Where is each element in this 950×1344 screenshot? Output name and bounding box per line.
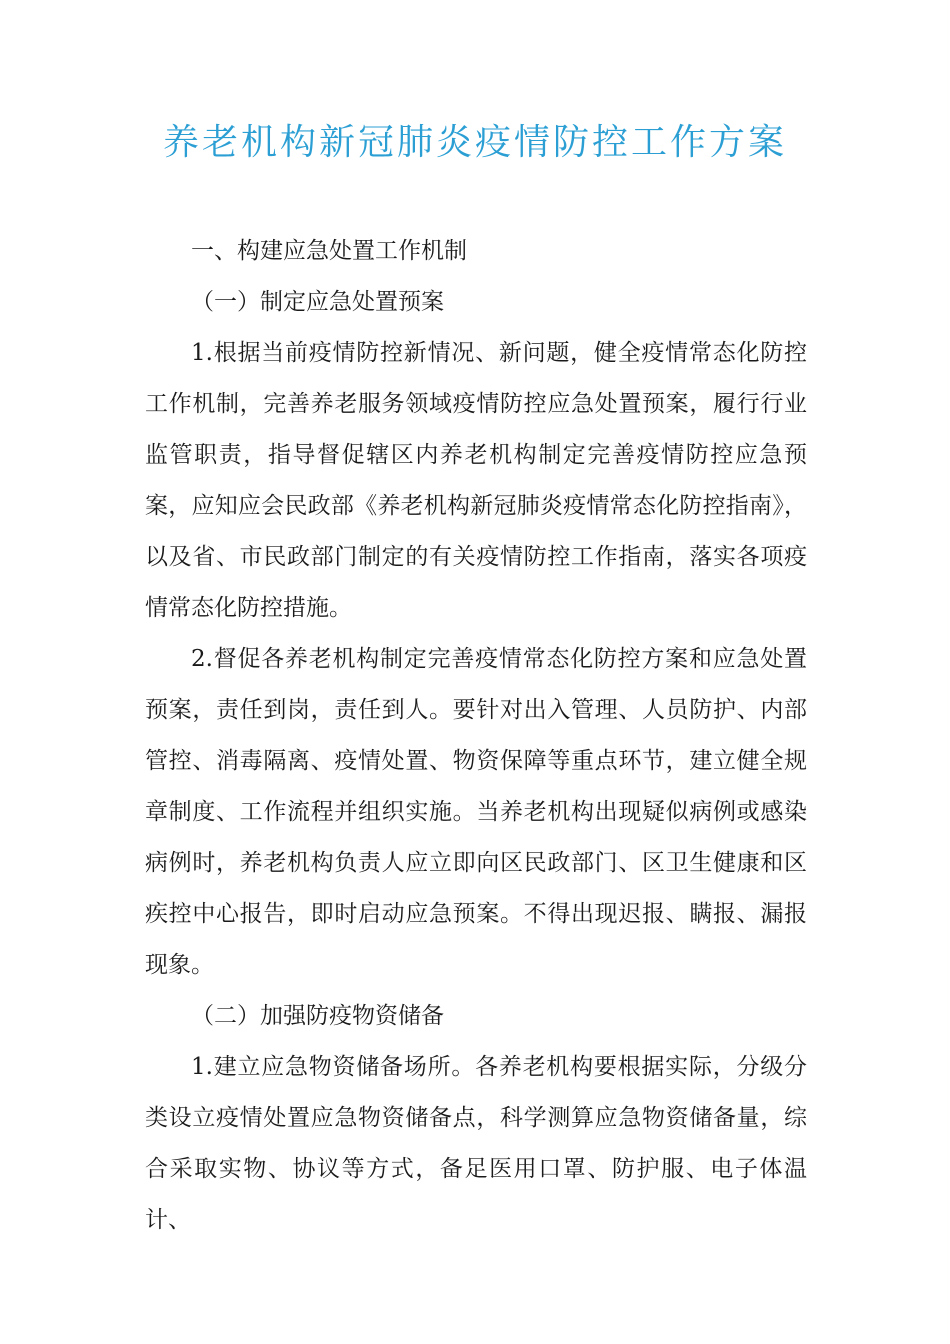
subsection-heading: （二）加强防疫物资储备 — [191, 1003, 444, 1029]
paragraph: 2.督促各养老机构制定完善疫情常态化防控方案和应急处置预案，责任到岗，责任到人。要针对出入管理、人员防护、内部管控、消毒隔离、疫情处置、物资保障等重点环节，建立健全规章制度、工作流程并组织实施。当养老机构出现疑似病例或感染病例时，养老机构负责人应立即向区民政部门、区卫生健康和区疾控中心报告，即时启动应急预案。不得出现迟报、瞒报、漏报现象。 — [145, 646, 807, 978]
document-title: 养老机构新冠肺炎疫情防控工作方案 — [162, 122, 787, 163]
document-body — [145, 226, 807, 1246]
section-heading: 一、构建应急处置工作机制 — [191, 238, 467, 264]
paragraph: 1.建立应急物资储备场所。各养老机构要根据实际，分级分类设立疫情处置应急物资储备点，科学测算应急物资储备量，综合采取实物、协议等方式，备足医用口罩、防护服、电子体温计、 — [145, 1054, 807, 1233]
paragraph: 1.根据当前疫情防控新情况、新问题，健全疫情常态化防控工作机制，完善养老服务领域疫情防控应急处置预案，履行行业监管职责，指导督促辖区内养老机构制定完善疫情防控应急预案，应知应会民政部《养老机构新冠肺炎疫情常态化防控指南》，以及省、市民政部门制定的有关疫情防控工作指南，落实各项疫情常态化防控措施。 — [145, 340, 807, 621]
subsection-heading: （一）制定应急处置预案 — [191, 289, 444, 315]
